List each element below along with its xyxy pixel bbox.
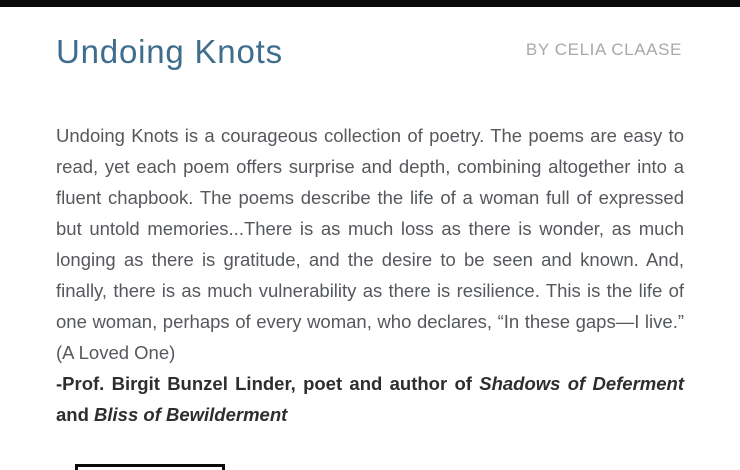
page-title: Undoing Knots [56,33,283,70]
attribution-conjunction: and [56,404,95,425]
author-byline: BY CELIA CLAASE [525,40,682,59]
attribution-prefix: -Prof. Birgit Bunzel Linder, poet and author of [56,373,480,394]
book-title-shadows-of-deferment: Shadows of Deferment [479,373,684,394]
content-area [56,0,684,430]
review-attribution [56,368,684,430]
cut-off-action-button[interactable] [75,464,225,470]
book-title-bliss-of-bewilderment: Bliss of Bewilderment [94,404,288,425]
review-text: Undoing Knots is a courageous collection of poetry. The poems are easy to read, yet each poem offers surprise and depth, combining altogether into a fluent chapbook. The poems describe the life of a woman full of expressed but untold memories...There is as much loss as there is wonder, as much longing as there is gratitude, and the desire to be seen and known. And, finally, there is as much vulnerability as there is resilience. This is the life of one woman, perhaps of every woman, who declares, “In these gaps—I live.” (A Loved One) [56,125,684,363]
